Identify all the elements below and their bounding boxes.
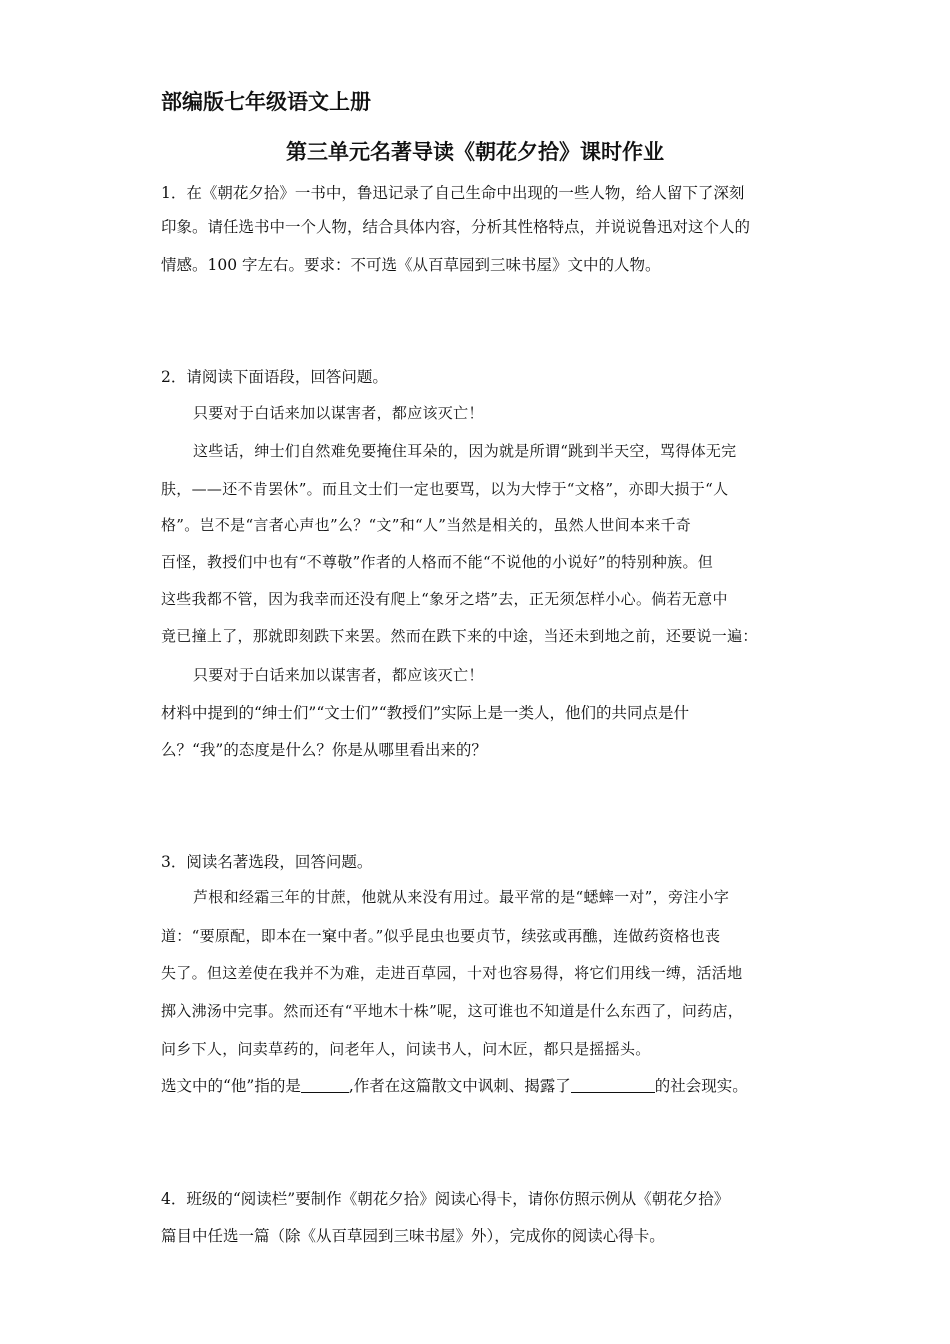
- passage-line: 问乡下人，问卖草药的，问老年人，问读书人，问木匠，都只是摇摇头。: [161, 1040, 651, 1058]
- question-1-line: 情感。100 字左右。要求：不可选《从百草园到三味书屋》文中的人物。: [161, 256, 661, 274]
- passage-line: 肤，——还不肯罢休”。而且文士们一定也要骂，以为大悖于“文格”，亦即大损于“人: [161, 480, 729, 498]
- answer-blank[interactable]: [571, 1078, 655, 1093]
- question-3-prompt: [161, 1076, 748, 1096]
- question-4-line: 4．班级的“阅读栏”要制作《朝花夕拾》阅读心得卡，请你仿照示例从《朝花夕拾》: [161, 1190, 730, 1208]
- question-2-prompt: 材料中提到的“绅士们”“文士们”“教授们”实际上是一类人，他们的共同点是什: [161, 704, 690, 722]
- document-title: 部编版七年级语文上册: [161, 90, 371, 114]
- question-3-prompt-part: 选文中的“他”指的是: [161, 1077, 301, 1095]
- question-3-intro: 3．阅读名著选段，回答问题。: [161, 853, 373, 871]
- question-1-line: 1．在《朝花夕拾》一书中，鲁迅记录了自己生命中出现的一些人物，给人留下了深刻: [161, 184, 745, 202]
- question-3-prompt-part: ,作者在这篇散文中讽刺、揭露了: [348, 1077, 571, 1095]
- answer-blank[interactable]: [301, 1078, 349, 1093]
- passage-line: 道：“要原配，即本在一窠中者。”似乎昆虫也要贞节，续弦或再醮，连做药资格也丧: [161, 927, 721, 945]
- passage-line: 百怪，教授们中也有“不尊敬”作者的人格而不能“不说他的小说好”的特别种族。但: [161, 553, 714, 571]
- document-subtitle: 第三单元名著导读《朝花夕拾》课时作业: [286, 140, 664, 164]
- passage-line: 失了。但这差使在我并不为难，走进百草园，十对也容易得，将它们用线一缚，活活地: [161, 964, 743, 982]
- question-4-line: 篇目中任选一篇（除《从百草园到三味书屋》外），完成你的阅读心得卡。: [161, 1227, 665, 1245]
- question-2-prompt: 么？“我”的态度是什么？你是从哪里看出来的？: [161, 741, 487, 759]
- passage-line: 这些话，绅士们自然难免要掩住耳朵的，因为就是所谓“跳到半天空，骂得体无完: [193, 442, 737, 460]
- question-3-prompt-part: 的社会现实。: [654, 1077, 748, 1095]
- question-2-intro: 2．请阅读下面语段，回答问题。: [161, 368, 388, 386]
- passage-line: 格”。岂不是“言者心声也”么？“文”和“人”当然是相关的，虽然人世间本来千奇: [161, 516, 692, 534]
- question-1-line: 印象。请任选书中一个人物，结合具体内容，分析其性格特点，并说说鲁迅对这个人的: [161, 218, 751, 236]
- passage-line: 只要对于白话来加以谋害者，都应该灭亡！: [193, 666, 484, 684]
- passage-line: 竟已撞上了，那就即刻跌下来罢。然而在跌下来的中途，当还未到地之前，还要说一遍：: [161, 627, 758, 645]
- passage-line: 掷入沸汤中完事。然而还有“平地木十株”呢，这可谁也不知道是什么东西了，问药店，: [161, 1002, 744, 1020]
- passage-line: 这些我都不管，因为我幸而还没有爬上“象牙之塔”去，正无须怎样小心。倘若无意中: [161, 590, 728, 608]
- passage-line: 只要对于白话来加以谋害者，都应该灭亡！: [193, 404, 484, 422]
- passage-line: 芦根和经霜三年的甘蔗，他就从来没有用过。最平常的是“蟋蟀一对”，旁注小字: [193, 888, 730, 906]
